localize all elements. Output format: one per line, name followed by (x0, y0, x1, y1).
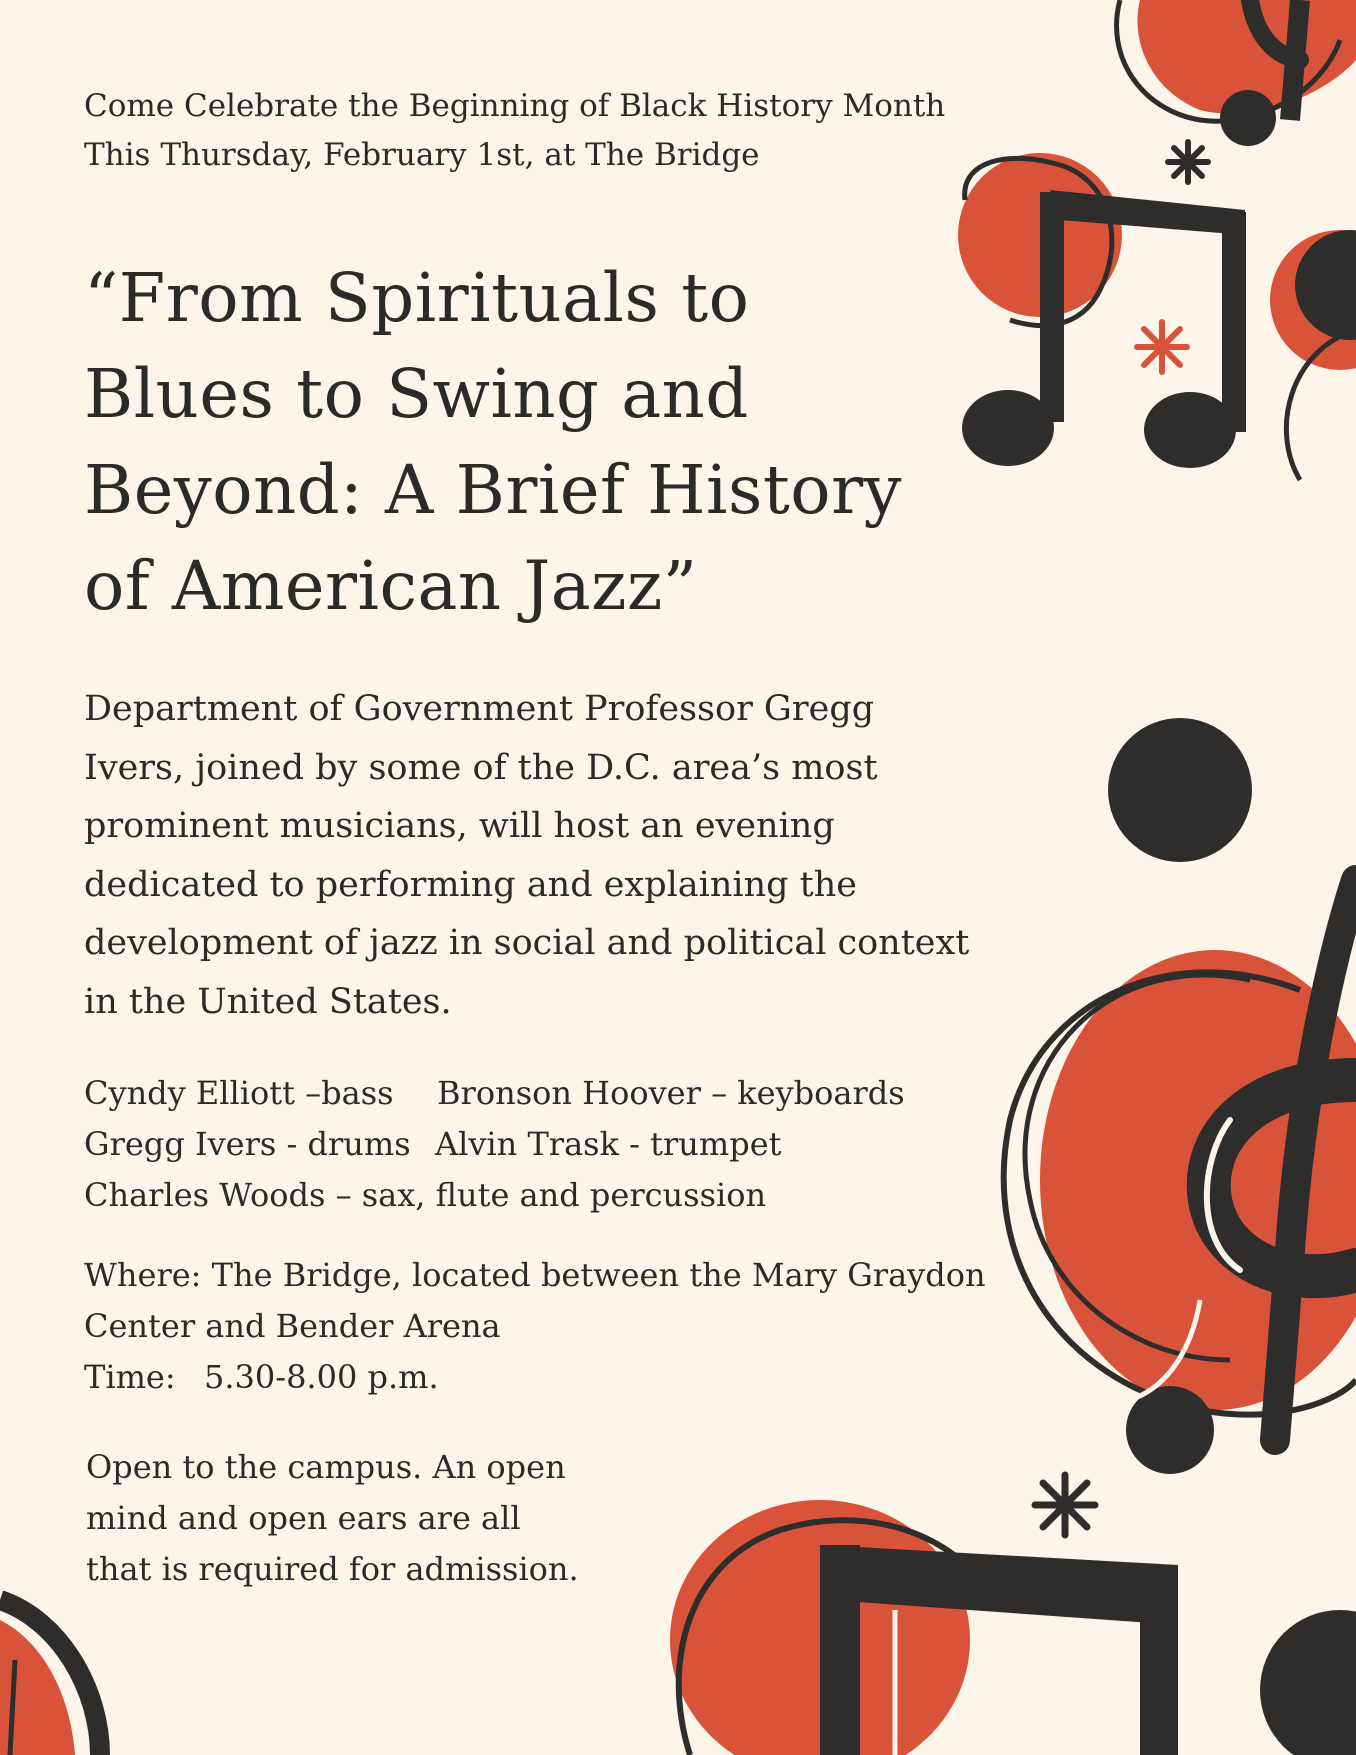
asterisk-icon (1035, 1475, 1095, 1535)
musician-list (84, 1068, 905, 1221)
treble-clef-icon (1117, 0, 1356, 146)
musician-entry: Gregg Ivers - drums (84, 1125, 411, 1163)
eighth-notes-icon (670, 1500, 1178, 1755)
description-line: in the United States. (84, 981, 452, 1022)
treble-clef-icon (1004, 880, 1356, 1474)
admission-line: Open to the campus. An open (86, 1448, 566, 1486)
asterisk-icon (1168, 142, 1208, 182)
musician-entry: Bronson Hoover – keyboards (437, 1074, 905, 1112)
event-description (84, 680, 969, 1031)
admission-line: mind and open ears are all (86, 1499, 521, 1537)
event-intro (84, 82, 945, 180)
title-line: Blues to Swing and (84, 355, 749, 433)
whole-note-icon (1108, 718, 1252, 862)
eighth-notes-icon (958, 153, 1246, 468)
intro-line: This Thursday, February 1st, at The Bridge (84, 137, 760, 173)
whole-note-icon (1270, 230, 1356, 480)
musician-entry: Alvin Trask - trumpet (435, 1125, 782, 1163)
musician-row (84, 1119, 782, 1170)
musician-row (84, 1170, 766, 1221)
intro-line: Come Celebrate the Beginning of Black History Month (84, 88, 946, 124)
admission-note (86, 1442, 579, 1595)
musician-entry: Charles Woods – sax, flute and percussion (84, 1176, 767, 1214)
musician-row (84, 1068, 905, 1119)
musician-entry: Cyndy Elliott –bass (84, 1074, 394, 1112)
description-line: Department of Government Professor Gregg (84, 689, 875, 729)
title-line: “From Spirituals to (84, 259, 750, 337)
where-line: Where: The Bridge, located between the Mary Graydon (84, 1256, 986, 1294)
time-label: Time: (84, 1358, 176, 1396)
time-line (84, 1352, 986, 1403)
treble-clef-icon (0, 1600, 100, 1755)
asterisk-icon (1137, 322, 1187, 372)
description-line: Ivers, joined by some of the D.C. area’s most (84, 747, 878, 788)
title-line: of American Jazz” (84, 547, 698, 625)
whole-note-icon (1260, 1610, 1356, 1755)
time-value: 5.30-8.00 p.m. (204, 1358, 439, 1396)
admission-line: that is required for admission. (86, 1550, 579, 1588)
event-title (84, 250, 902, 634)
where-line: Center and Bender Arena (84, 1307, 501, 1345)
description-line: dedicated to performing and explaining the (84, 864, 857, 905)
title-line: Beyond: A Brief History (84, 451, 902, 529)
venue-info (84, 1250, 986, 1403)
description-line: prominent musicians, will host an evening (84, 806, 835, 846)
description-line: development of jazz in social and political context (84, 923, 970, 963)
